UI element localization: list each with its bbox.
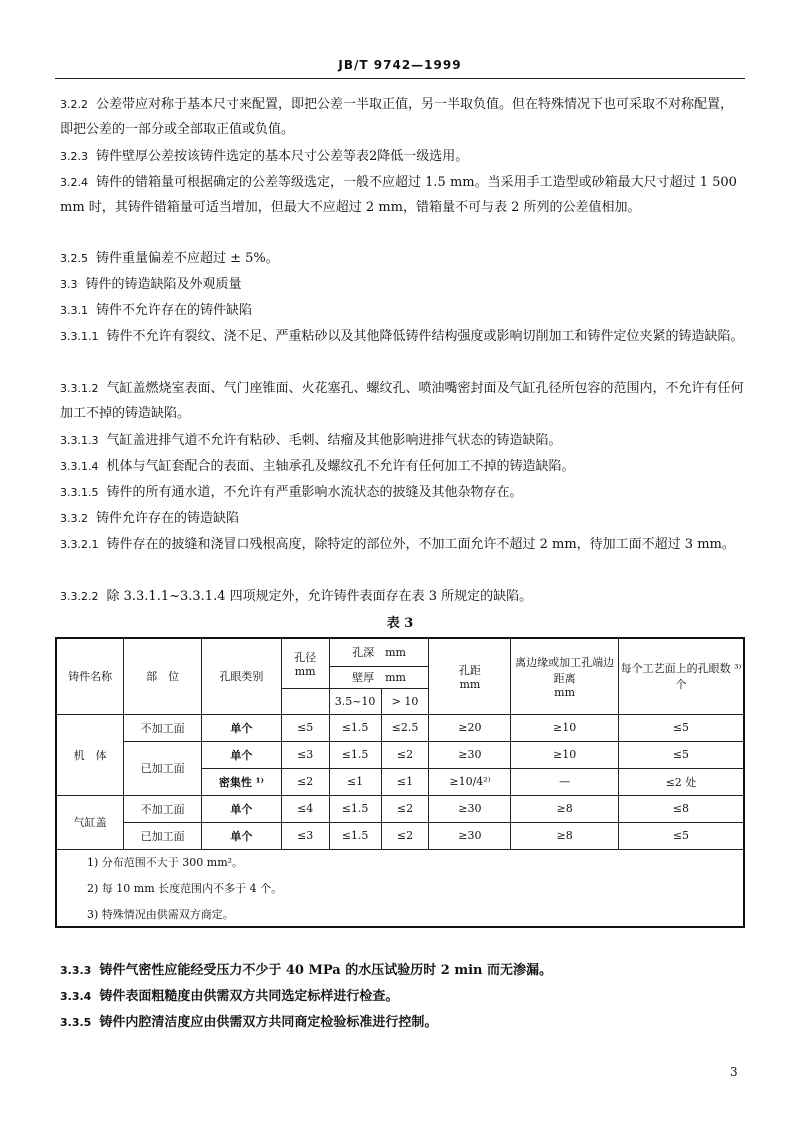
th-hole-count: 每个工艺面上的孔眼数 ³⁾ 个 bbox=[618, 638, 744, 714]
th-casting-name: 铸件名称 bbox=[56, 638, 124, 714]
cell: ≤3 bbox=[281, 741, 329, 768]
cell: ≤2 bbox=[281, 768, 329, 795]
cell-body-jiti: 机 体 bbox=[56, 714, 124, 795]
page-number: 3 bbox=[730, 1065, 738, 1079]
para-3-3-1-1: 3.3.1.1 铸件不允许有裂纹、浇不足、严重粘砂以及其他降低铸件结构强度或影响切削加工和铸件定位夹紧的铸造缺陷。 bbox=[60, 329, 744, 344]
cell: ≤4 bbox=[281, 795, 329, 822]
cell: ≤2 bbox=[381, 822, 429, 849]
cell: ≥10 bbox=[511, 741, 619, 768]
table-row bbox=[56, 741, 744, 768]
cell: ≥30 bbox=[429, 741, 511, 768]
th-wall-a: 3.5~10 bbox=[329, 688, 381, 714]
table-row bbox=[56, 795, 744, 822]
th-edge-distance: 离边缘或加工孔端边距离 mm bbox=[511, 638, 619, 714]
cell-part: 不加工面 bbox=[124, 795, 202, 822]
cell: ≥10 bbox=[511, 714, 619, 741]
cell: ≤1 bbox=[329, 768, 381, 795]
para-3-2-4: 3.2.4 铸件的错箱量可根据确定的公差等级选定，一般不应超过 1.5 mm。当采用手工造型或砂箱最大尺寸超过 1 500 mm 时，其铸件错箱量可适当增加，但最大不应超过 2 mm，错箱量不可与表 2 所列的公差值相加。 bbox=[60, 175, 737, 215]
para-3-3: 3.3 铸件的铸造缺陷及外观质量 bbox=[60, 277, 242, 292]
th-hole-type: 孔眼类别 bbox=[202, 638, 282, 714]
table-row bbox=[56, 822, 744, 849]
cell-type: 密集性 ¹⁾ bbox=[202, 768, 282, 795]
para-3-2-3: 3.2.3 铸件壁厚公差按该铸件选定的基本尺寸公差等表2降低一级选用。 bbox=[60, 149, 469, 164]
para-3-3-4: 3.3.4 铸件表面粗糙度由供需双方共同选定标样进行检查。 bbox=[60, 989, 399, 1004]
header-rule bbox=[55, 78, 745, 79]
th-diameter-spacer bbox=[281, 688, 329, 714]
standard-header: JB/T 9742—1999 bbox=[338, 58, 462, 72]
para-3-3-2: 3.3.2 铸件允许存在的铸造缺陷 bbox=[60, 511, 240, 526]
cell: — bbox=[511, 768, 619, 795]
para-3-2-2: 3.2.2 公差带应对称于基本尺寸来配置，即把公差一半取正值，另一半取负值。但在特殊情况下也可采取不对称配置，即把公差的一部分或全部取正值或负值。 bbox=[60, 97, 734, 137]
cell: ≤3 bbox=[281, 822, 329, 849]
th-diameter: 孔径 mm bbox=[281, 638, 329, 688]
cell: ≤1.5 bbox=[329, 822, 381, 849]
cell: ≥10/4²⁾ bbox=[429, 768, 511, 795]
cell: ≤2 处 bbox=[618, 768, 744, 795]
para-3-3-1-3: 3.3.1.3 气缸盖进排气道不允许有粘砂、毛刺、结瘤及其他影响进排气状态的铸造缺陷。 bbox=[60, 433, 562, 448]
cell-part: 已加工面 bbox=[124, 741, 202, 795]
para-3-3-1-5: 3.3.1.5 铸件的所有通水道，不允许有严重影响水流状态的披缝及其他杂物存在。 bbox=[60, 485, 523, 500]
defect-table bbox=[55, 637, 745, 928]
cell: ≤8 bbox=[618, 795, 744, 822]
table-row bbox=[56, 714, 744, 741]
cell: ≤1.5 bbox=[329, 795, 381, 822]
table-caption: 表 3 bbox=[386, 616, 414, 631]
para-3-3-2-1: 3.3.2.1 铸件存在的披缝和浇冒口残根高度，除特定的部位外，不加工面允许不超过 2 mm，待加工面不超过 3 mm。 bbox=[60, 537, 735, 552]
cell: ≤5 bbox=[618, 714, 744, 741]
para-3-3-5: 3.3.5 铸件内腔清洁度应由供需双方共同商定检验标准进行控制。 bbox=[60, 1015, 438, 1030]
cell: ≥20 bbox=[429, 714, 511, 741]
cell: ≤5 bbox=[281, 714, 329, 741]
cell-type: 单个 bbox=[202, 741, 282, 768]
cell: ≤5 bbox=[618, 741, 744, 768]
para-3-3-2-2: 3.3.2.2 除 3.3.1.1~3.3.1.4 四项规定外，允许铸件表面存在表 3 所规定的缺陷。 bbox=[60, 589, 533, 604]
table-note: 1) 分布范围不大于 300 mm²。 bbox=[56, 849, 744, 875]
th-depth: 孔深 mm bbox=[329, 638, 429, 666]
table-note: 3) 特殊情况由供需双方商定。 bbox=[56, 901, 744, 927]
cell-type: 单个 bbox=[202, 795, 282, 822]
table-note: 2) 每 10 mm 长度范围内不多于 4 个。 bbox=[56, 875, 744, 901]
cell-type: 单个 bbox=[202, 714, 282, 741]
th-gap: 孔距 mm bbox=[429, 638, 511, 714]
th-part: 部 位 bbox=[124, 638, 202, 714]
cell: ≤5 bbox=[618, 822, 744, 849]
cell-type: 单个 bbox=[202, 822, 282, 849]
cell: ≤2 bbox=[381, 741, 429, 768]
cell-part: 已加工面 bbox=[124, 822, 202, 849]
cell-body-gangai: 气缸盖 bbox=[56, 795, 124, 849]
para-3-3-1-2: 3.3.1.2 气缸盖燃烧室表面、气门座锥面、火花塞孔、螺纹孔、喷油嘴密封面及气缸孔径所包容的范围内，不允许有任何加工不掉的铸造缺陷。 bbox=[60, 381, 744, 421]
cell-part: 不加工面 bbox=[124, 714, 202, 741]
para-3-3-3: 3.3.3 铸件气密性应能经受压力不少于 40 MPa 的水压试验历时 2 min 而无渗漏。 bbox=[60, 963, 553, 978]
para-3-3-1-4: 3.3.1.4 机体与气缸套配合的表面、主轴承孔及螺纹孔不允许有任何加工不掉的铸造缺陷。 bbox=[60, 459, 575, 474]
cell: ≥30 bbox=[429, 822, 511, 849]
cell: ≥30 bbox=[429, 795, 511, 822]
cell: ≤2.5 bbox=[381, 714, 429, 741]
cell: ≥8 bbox=[511, 795, 619, 822]
para-3-3-1: 3.3.1 铸件不允许存在的铸件缺陷 bbox=[60, 303, 253, 318]
th-wall-b: > 10 bbox=[381, 688, 429, 714]
para-3-2-5: 3.2.5 铸件重量偏差不应超过 ± 5%。 bbox=[60, 251, 279, 266]
th-wall-thickness: 壁厚 mm bbox=[329, 666, 429, 688]
cell: ≤1.5 bbox=[329, 714, 381, 741]
cell: ≥8 bbox=[511, 822, 619, 849]
cell: ≤1.5 bbox=[329, 741, 381, 768]
cell: ≤2 bbox=[381, 795, 429, 822]
cell: ≤1 bbox=[381, 768, 429, 795]
